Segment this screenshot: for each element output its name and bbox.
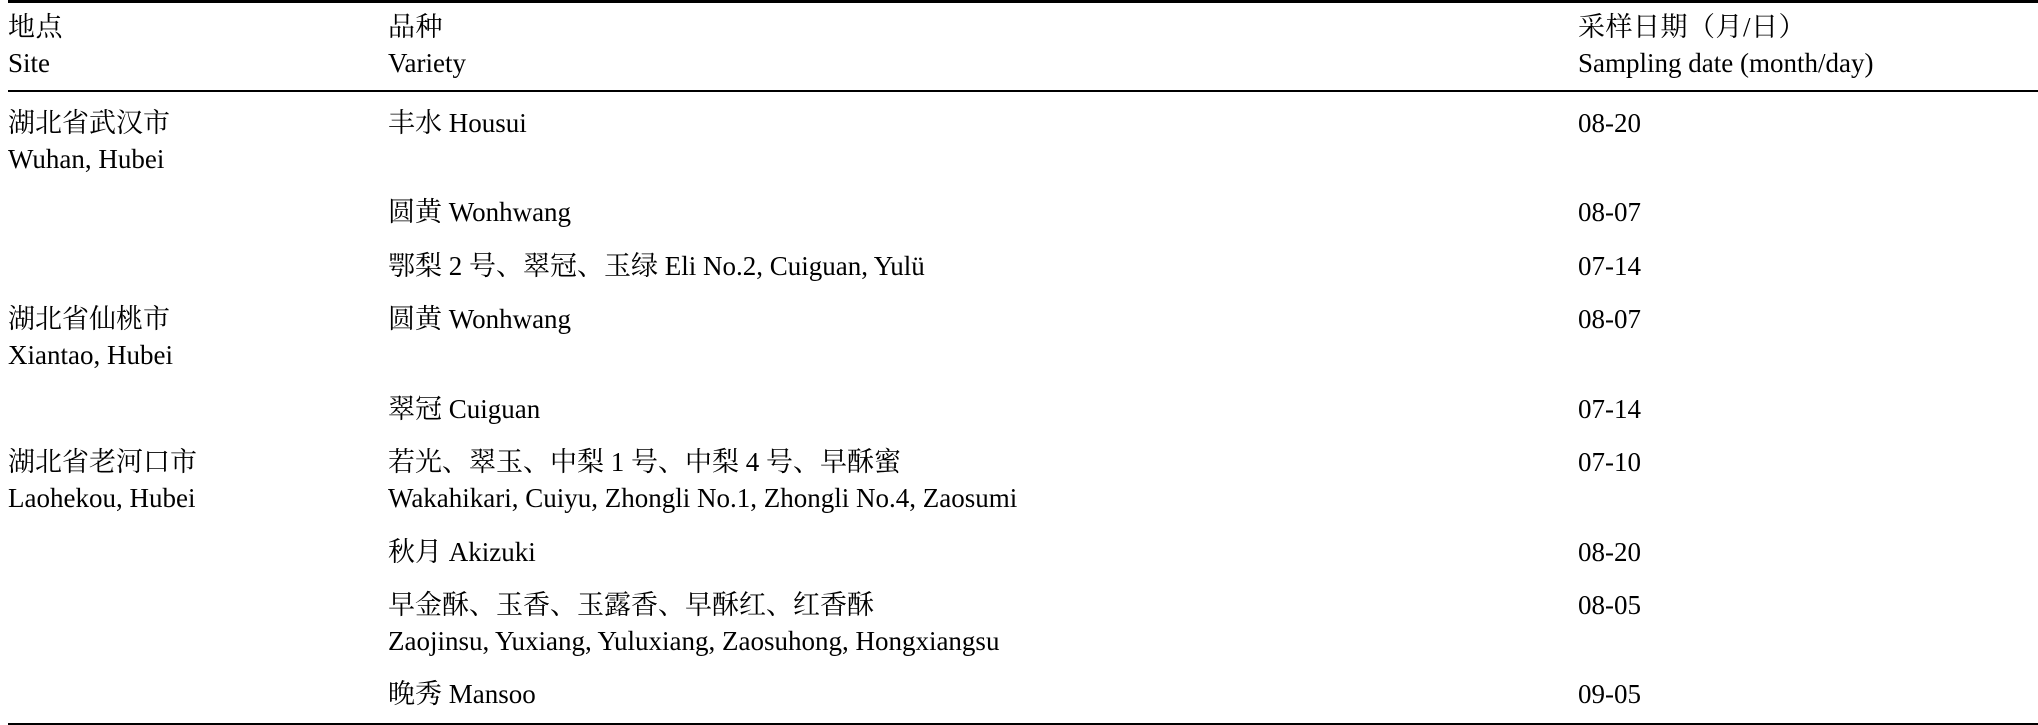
column-header-site-cn: 地点 [8,12,63,42]
table-header [8,2,2038,91]
table-row [8,249,2038,303]
site-name-cn: 湖北省武汉市 [8,107,170,138]
column-header-date [1578,2,2038,91]
cell-variety [388,195,1578,249]
variety-name-en: Zaojinsu, Yuxiang, Yuluxiang, Zaosuhong, Hongxiangsu [388,625,1000,656]
site-name-en: Wuhan, Hubei [8,143,165,174]
cell-sampling-date [1578,535,2038,589]
header-row [8,2,2038,91]
cell-sampling-date [1578,195,2038,249]
cell-sampling-date [1578,302,2038,391]
table-row [8,392,2038,446]
column-header-variety-cn: 品种 [388,12,443,42]
cell-site [8,588,388,677]
table-row [8,535,2038,589]
cell-variety [388,535,1578,589]
variety-name-cn: 丰水 Housui [388,107,527,138]
cell-sampling-date [1578,445,2038,534]
cell-site [8,195,388,249]
column-header-variety [388,2,1578,91]
column-header-site [8,2,388,91]
cell-site [8,91,388,195]
cell-variety [388,392,1578,446]
cell-sampling-date [1578,249,2038,303]
table-row [8,677,2038,724]
variety-name-cn: 秋月 Akizuki [388,536,536,567]
column-header-variety-en: Variety [388,48,466,79]
cell-variety [388,445,1578,534]
table-row [8,445,2038,534]
cell-sampling-date [1578,677,2038,724]
cell-site [8,677,388,724]
site-name-cn: 湖北省老河口市 [8,447,197,478]
sampling-date-value: 08-05 [1578,590,1641,621]
sampling-date-value: 08-20 [1578,536,1641,567]
cell-variety [388,249,1578,303]
site-name-en: Xiantao, Hubei [8,340,173,370]
cell-sampling-date [1578,91,2038,195]
variety-name-cn: 晚秀 Mansoo [388,679,536,710]
site-name-cn: 湖北省仙桃市 [8,304,170,335]
table-row [8,588,2038,677]
cell-site [8,535,388,589]
variety-name-cn: 圆黄 Wonhwang [388,304,572,335]
table-row [8,195,2038,249]
column-header-date-en: Sampling date (month/day) [1578,48,1874,79]
sampling-date-value: 08-07 [1578,304,1641,335]
cell-site [8,249,388,303]
cell-variety [388,302,1578,391]
cell-site [8,392,388,446]
table-row [8,302,2038,391]
site-name-en: Laohekou, Hubei [8,482,196,513]
variety-name-cn: 早金酥、玉香、玉露香、早酥红、红香酥 [388,590,874,621]
sampling-date-value: 07-14 [1578,250,1641,281]
cell-site [8,445,388,534]
table-row [8,91,2038,195]
cell-variety [388,588,1578,677]
variety-name-cn: 若光、翠玉、中梨 1 号、中梨 4 号、早酥蜜 [388,447,901,478]
cell-variety [388,677,1578,724]
cell-sampling-date [1578,588,2038,677]
column-header-site-en: Site [8,48,51,79]
variety-name-cn: 圆黄 Wonhwang [388,197,572,228]
sampling-date-value: 07-14 [1578,393,1641,424]
sampling-date-value: 08-07 [1578,197,1641,228]
sampling-date-value: 09-05 [1578,679,1641,710]
cell-site [8,302,388,391]
sampling-date-value: 08-20 [1578,107,1641,138]
cell-sampling-date [1578,392,2038,446]
variety-name-cn: 翠冠 Cuiguan [388,393,541,424]
sampling-table [8,0,2038,725]
table-body [8,91,2038,724]
variety-name-en: Wakahikari, Cuiyu, Zhongli No.1, Zhongli No.4, Zaosumi [388,482,1018,513]
column-header-date-cn: 采样日期（月/日） [1578,12,1807,42]
sampling-date-value: 07-10 [1578,447,1641,478]
variety-name-cn: 鄂梨 2 号、翠冠、玉绿 Eli No.2, Cuiguan, Yulü [388,250,925,281]
cell-variety [388,91,1578,195]
